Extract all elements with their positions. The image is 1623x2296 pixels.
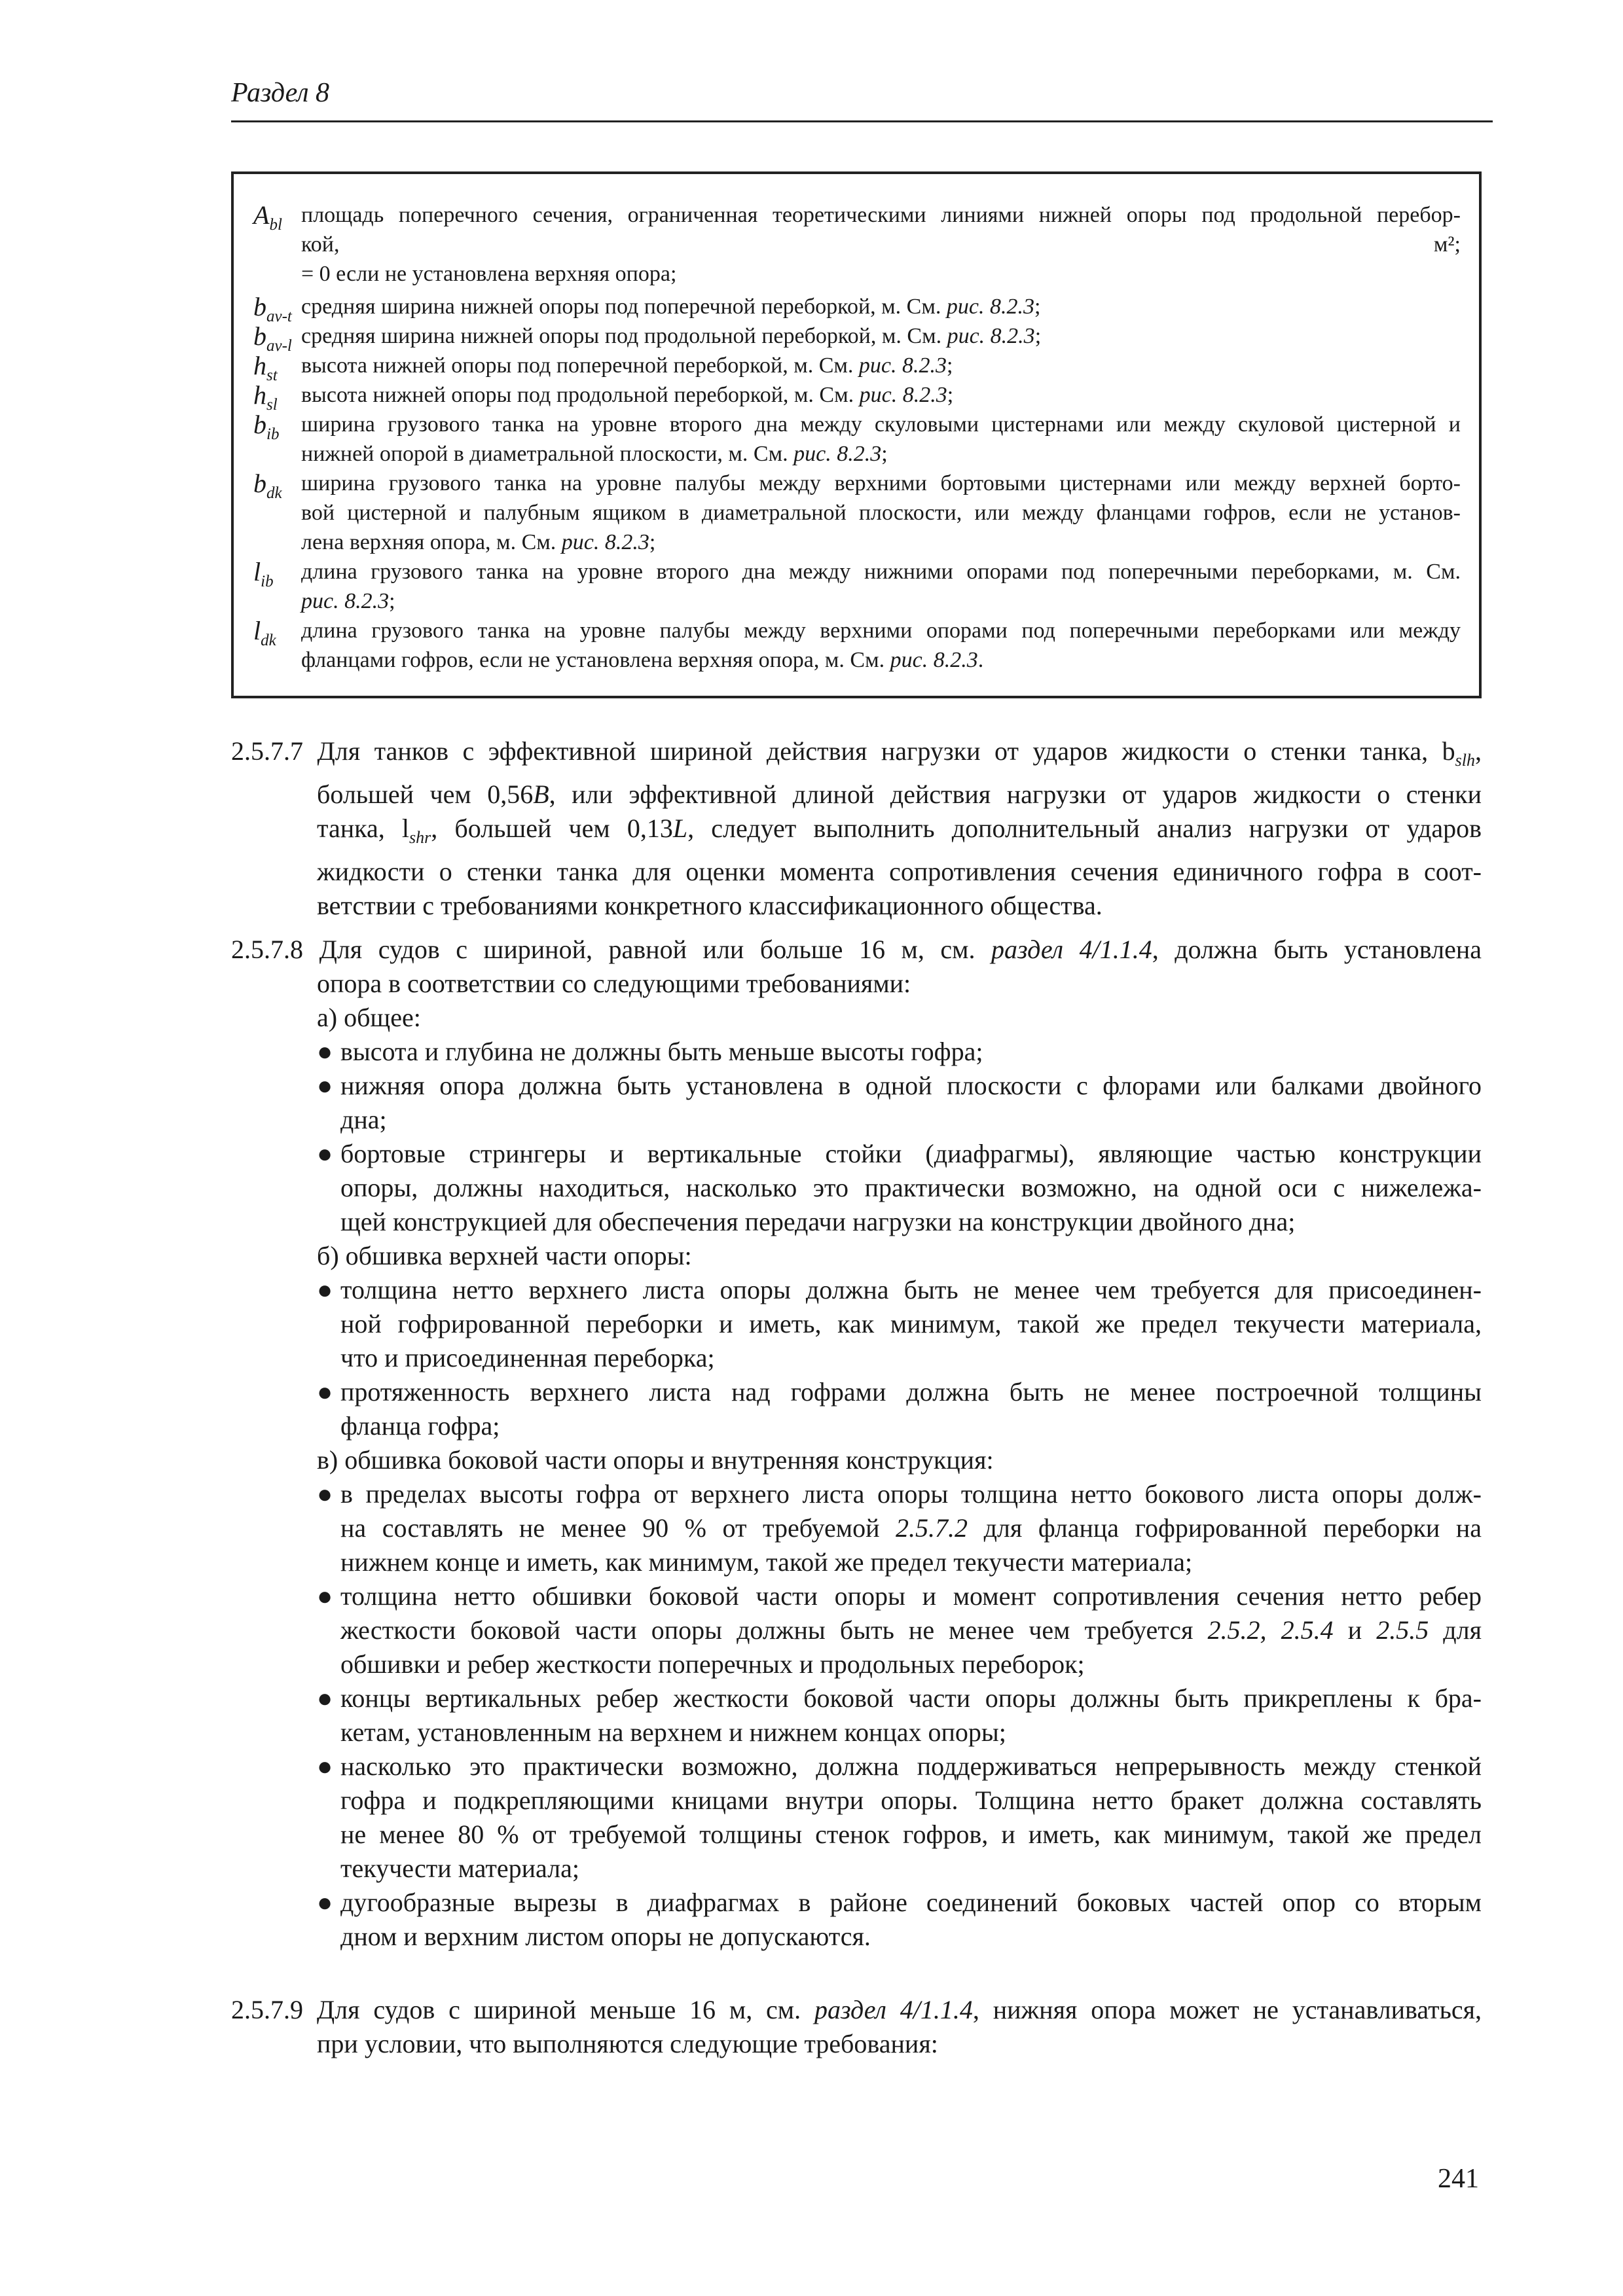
list-item [317, 1579, 1482, 1681]
text: толщина нетто обшивки боковой части опоры и момент сопротивления сечения нетто ребер [340, 1581, 1482, 1611]
definition-subscript: dk [261, 632, 276, 649]
definition-line: средняя ширина нижней опоры под поперечной переборкой, м. См. рис. 8.2.3; [301, 295, 1041, 319]
text: опоры, должны находиться, насколько это практически возможно, на одной оси с нижележа- [340, 1173, 1482, 1202]
text: для [1429, 1615, 1482, 1645]
bullet-icon: ● [317, 1275, 333, 1304]
text: жидкости о стенки танка для оценки момента сопротивления сечения единичного гофра в соот- [317, 857, 1482, 886]
text: , большей чем 0,13 [431, 814, 673, 843]
text: жесткости боковой части опоры должны быть не менее чем требуется [340, 1615, 1208, 1645]
definition-symbol: b [253, 469, 266, 498]
definition-text [301, 616, 1461, 675]
text: на составлять не менее 90 % от требуемой [340, 1513, 896, 1543]
list-item [317, 1137, 1482, 1239]
bullet-icon: ● [317, 1037, 333, 1066]
definition-line: средняя ширина нижней опоры под продольной переборкой, м. См. рис. 8.2.3; [301, 324, 1042, 348]
text: концы вертикальных ребер жесткости боковой части опоры должны быть прикреплены к бра- [340, 1683, 1482, 1713]
bullet-icon: ● [317, 1071, 333, 1100]
definition-line: ширина грузового танка на уровне второго дна между скуловыми цистернами или между скуловой цистерной и [301, 412, 1461, 437]
list-item [317, 1886, 1482, 1954]
text: толщина нетто верхнего листа опоры должна быть не менее чем требуется для присоединен- [340, 1275, 1482, 1304]
definition-symbol: h [253, 351, 266, 380]
subsection-b-heading: б) обшивка верхней части опоры: [317, 1241, 692, 1270]
text: в пределах высоты гофра от верхнего листа опоры толщина нетто бокового листа опоры долж- [340, 1479, 1482, 1509]
definition-symbol-wrap [253, 410, 279, 449]
bullet-icon: ● [317, 1751, 333, 1781]
definition-text [301, 557, 1461, 616]
definition-text [301, 200, 1461, 289]
text: насколько это практически возможно, должна поддерживаться непрерывность между стенкой [340, 1751, 1482, 1781]
definition-symbol: A [253, 200, 270, 230]
definition-symbol: b [253, 292, 266, 321]
definition-line: кой, м²; [301, 232, 1461, 257]
text: , должна быть установлена [1152, 935, 1482, 964]
text: бортовые стрингеры и вертикальные стойки (диафрагмы), являющие частью конструкции [340, 1139, 1482, 1168]
definitions-box [231, 171, 1482, 698]
definition-symbol: h [253, 380, 266, 410]
definition-line: площадь поперечного сечения, ограниченная теоретическими линиями нижней опоры под продольной перебор- [301, 203, 1461, 227]
text: , следует выполнить дополнительный анализ нагрузки от ударов [687, 814, 1482, 843]
subsection-a-heading: а) общее: [317, 1003, 421, 1032]
symbol: B [533, 780, 549, 809]
text: для фланца гофрированной переборки на [968, 1513, 1482, 1543]
reference: раздел 4/1.1.4 [991, 935, 1152, 964]
definition-line: высота нижней опоры под поперечной переборкой, м. См. рис. 8.2.3; [301, 353, 953, 378]
text: ветствии с требованиями конкретного классификационного общества. [317, 891, 1103, 920]
text: обшивки и ребер жесткости поперечных и продольных переборок; [340, 1649, 1085, 1679]
text: Для танков с эффективной шириной действия нагрузки от ударов жидкости о стенки танка, b [317, 736, 1455, 766]
definition-line: высота нижней опоры под продольной переборкой, м. См. рис. 8.2.3; [301, 383, 954, 407]
paragraph-2-5-7-7 [231, 734, 1482, 923]
text: ной гофрированной переборки и иметь, как минимум, такой же предел текучести материала, [340, 1309, 1482, 1338]
definition-subscript: ib [266, 425, 280, 443]
definition-symbol: l [253, 557, 261, 586]
definition-subscript: sl [266, 396, 278, 414]
text: Для судов с шириной, равной или больше 16 м, см. [319, 935, 992, 964]
definition-subscript: ib [261, 573, 274, 590]
text: гофра и подкрепляющими кницами внутри опоры. Толщина нетто бракет должна составлять [340, 1785, 1482, 1815]
subscript: shr [409, 828, 431, 847]
text: текучести материала; [340, 1854, 579, 1883]
clause-number: 2.5.7.8 [231, 935, 303, 964]
text: нижнем конце и иметь, как минимум, такой же предел текучести материала; [340, 1547, 1193, 1577]
subscript: slh [1455, 751, 1475, 770]
reference: 2.5.7.2 [896, 1513, 968, 1543]
bullet-icon: ● [317, 1377, 333, 1407]
text: дугообразные вырезы в диафрагмах в районе соединений боковых частей опор со вторым [340, 1888, 1482, 1917]
bullet-icon: ● [317, 1479, 333, 1509]
definition-line: рис. 8.2.3; [301, 589, 395, 613]
definition-symbol-wrap [253, 616, 276, 655]
text: высота и глубина не должны быть меньше высоты гофра; [340, 1037, 983, 1066]
text: что и присоединенная переборка; [340, 1343, 715, 1372]
definition-text [301, 410, 1461, 469]
list-item [317, 1749, 1482, 1886]
bullet-icon: ● [317, 1581, 333, 1611]
text: фланца гофра; [340, 1411, 500, 1441]
text: нижняя опора должна быть установлена в одной плоскости с флорами или балками двойного [340, 1071, 1482, 1100]
definition-symbol: l [253, 616, 261, 645]
definition-text [301, 469, 1461, 557]
definition-subscript: bl [269, 216, 282, 234]
text: опора в соответствии со следующими требованиями: [317, 969, 911, 998]
text: и [1333, 1615, 1377, 1645]
text: дном и верхним листом опоры не допускаются. [340, 1922, 871, 1951]
paragraph-2-5-7-9 [231, 1993, 1482, 2061]
text: не менее 80 % от требуемой толщины стенок гофров, и иметь, как минимум, такой же предел [340, 1820, 1482, 1849]
definition-line: = 0 если не установлена верхняя опора; [301, 262, 677, 286]
text: Для судов с шириной меньше 16 м, см. [316, 1995, 814, 2024]
symbol: L [672, 814, 688, 843]
text: при условии, что выполняются следующие требования: [317, 2029, 938, 2058]
clause-number: 2.5.7.7 [231, 736, 303, 766]
definition-text [301, 380, 1461, 410]
definition-line: вой цистерной и палубным ящиком в диаметральной плоскости, или между фланцами гофров, если не установ- [301, 501, 1461, 525]
definition-text [301, 292, 1461, 321]
reference: 2.5.2, 2.5.4 [1207, 1615, 1334, 1645]
definition-subscript: av-t [266, 308, 292, 325]
definition-symbol: b [253, 410, 266, 439]
list-item [317, 1681, 1482, 1749]
reference: раздел 4/1.1.4 [814, 1995, 973, 2024]
definition-symbol-wrap [253, 200, 282, 240]
text: дна; [340, 1105, 387, 1134]
definition-line: фланцами гофров, если не установлена верхняя опора, м. См. рис. 8.2.3. [301, 648, 984, 672]
bullet-icon: ● [317, 1683, 333, 1713]
paragraph-2-5-7-8 [231, 933, 1482, 1001]
definition-subscript: st [266, 367, 278, 384]
text: большей чем 0,56 [317, 780, 534, 809]
definition-text [301, 351, 1461, 380]
list-item [317, 1273, 1482, 1375]
definition-text [301, 321, 1461, 351]
text: , нижняя опора может не устанавливаться, [972, 1995, 1482, 2024]
list-item [317, 1375, 1482, 1443]
definition-line: ширина грузового танка на уровне палубы между верхними бортовыми цистернами или между верхней борто- [301, 471, 1461, 495]
list-item [317, 1035, 1482, 1069]
bullet-icon: ● [317, 1139, 333, 1168]
definition-symbol: b [253, 321, 266, 351]
definition-line: длина грузового танка на уровне палубы между верхними опорами под поперечными переборками или между [301, 619, 1461, 643]
page-number: 241 [1438, 2164, 1479, 2194]
definition-symbol-wrap [253, 557, 274, 596]
clause-number: 2.5.7.9 [231, 1995, 303, 2024]
definition-line: лена верхняя опора, м. См. рис. 8.2.3; [301, 530, 656, 554]
list-item [317, 1477, 1482, 1579]
bullet-icon: ● [317, 1888, 333, 1917]
text: щей конструкцией для обеспечения передачи нагрузки на конструкции двойного дна; [340, 1207, 1296, 1236]
list-item [317, 1069, 1482, 1137]
definition-line: нижней опорой в диаметральной плоскости, м. См. рис. 8.2.3; [301, 442, 888, 466]
definition-subscript: av-l [266, 337, 292, 355]
subsection-c-heading: в) обшивка боковой части опоры и внутренняя конструкция: [317, 1445, 994, 1475]
text: , [1475, 736, 1482, 766]
text: кетам, установленным на верхнем и нижнем концах опоры; [340, 1717, 1006, 1747]
text: танка, l [317, 814, 409, 843]
text: протяженность верхнего листа над гофрами должна быть не менее построечной толщины [340, 1377, 1482, 1407]
definition-subscript: dk [266, 484, 282, 502]
text: , или эффективной длиной действия нагрузки от ударов жидкости о стенки [549, 780, 1482, 809]
reference: 2.5.5 [1376, 1615, 1429, 1645]
definition-symbol-wrap [253, 469, 282, 508]
definition-line: длина грузового танка на уровне второго дна между нижними опорами под поперечными переборками, м. См. [301, 560, 1461, 584]
page-header: Раздел 8 [231, 77, 1493, 122]
